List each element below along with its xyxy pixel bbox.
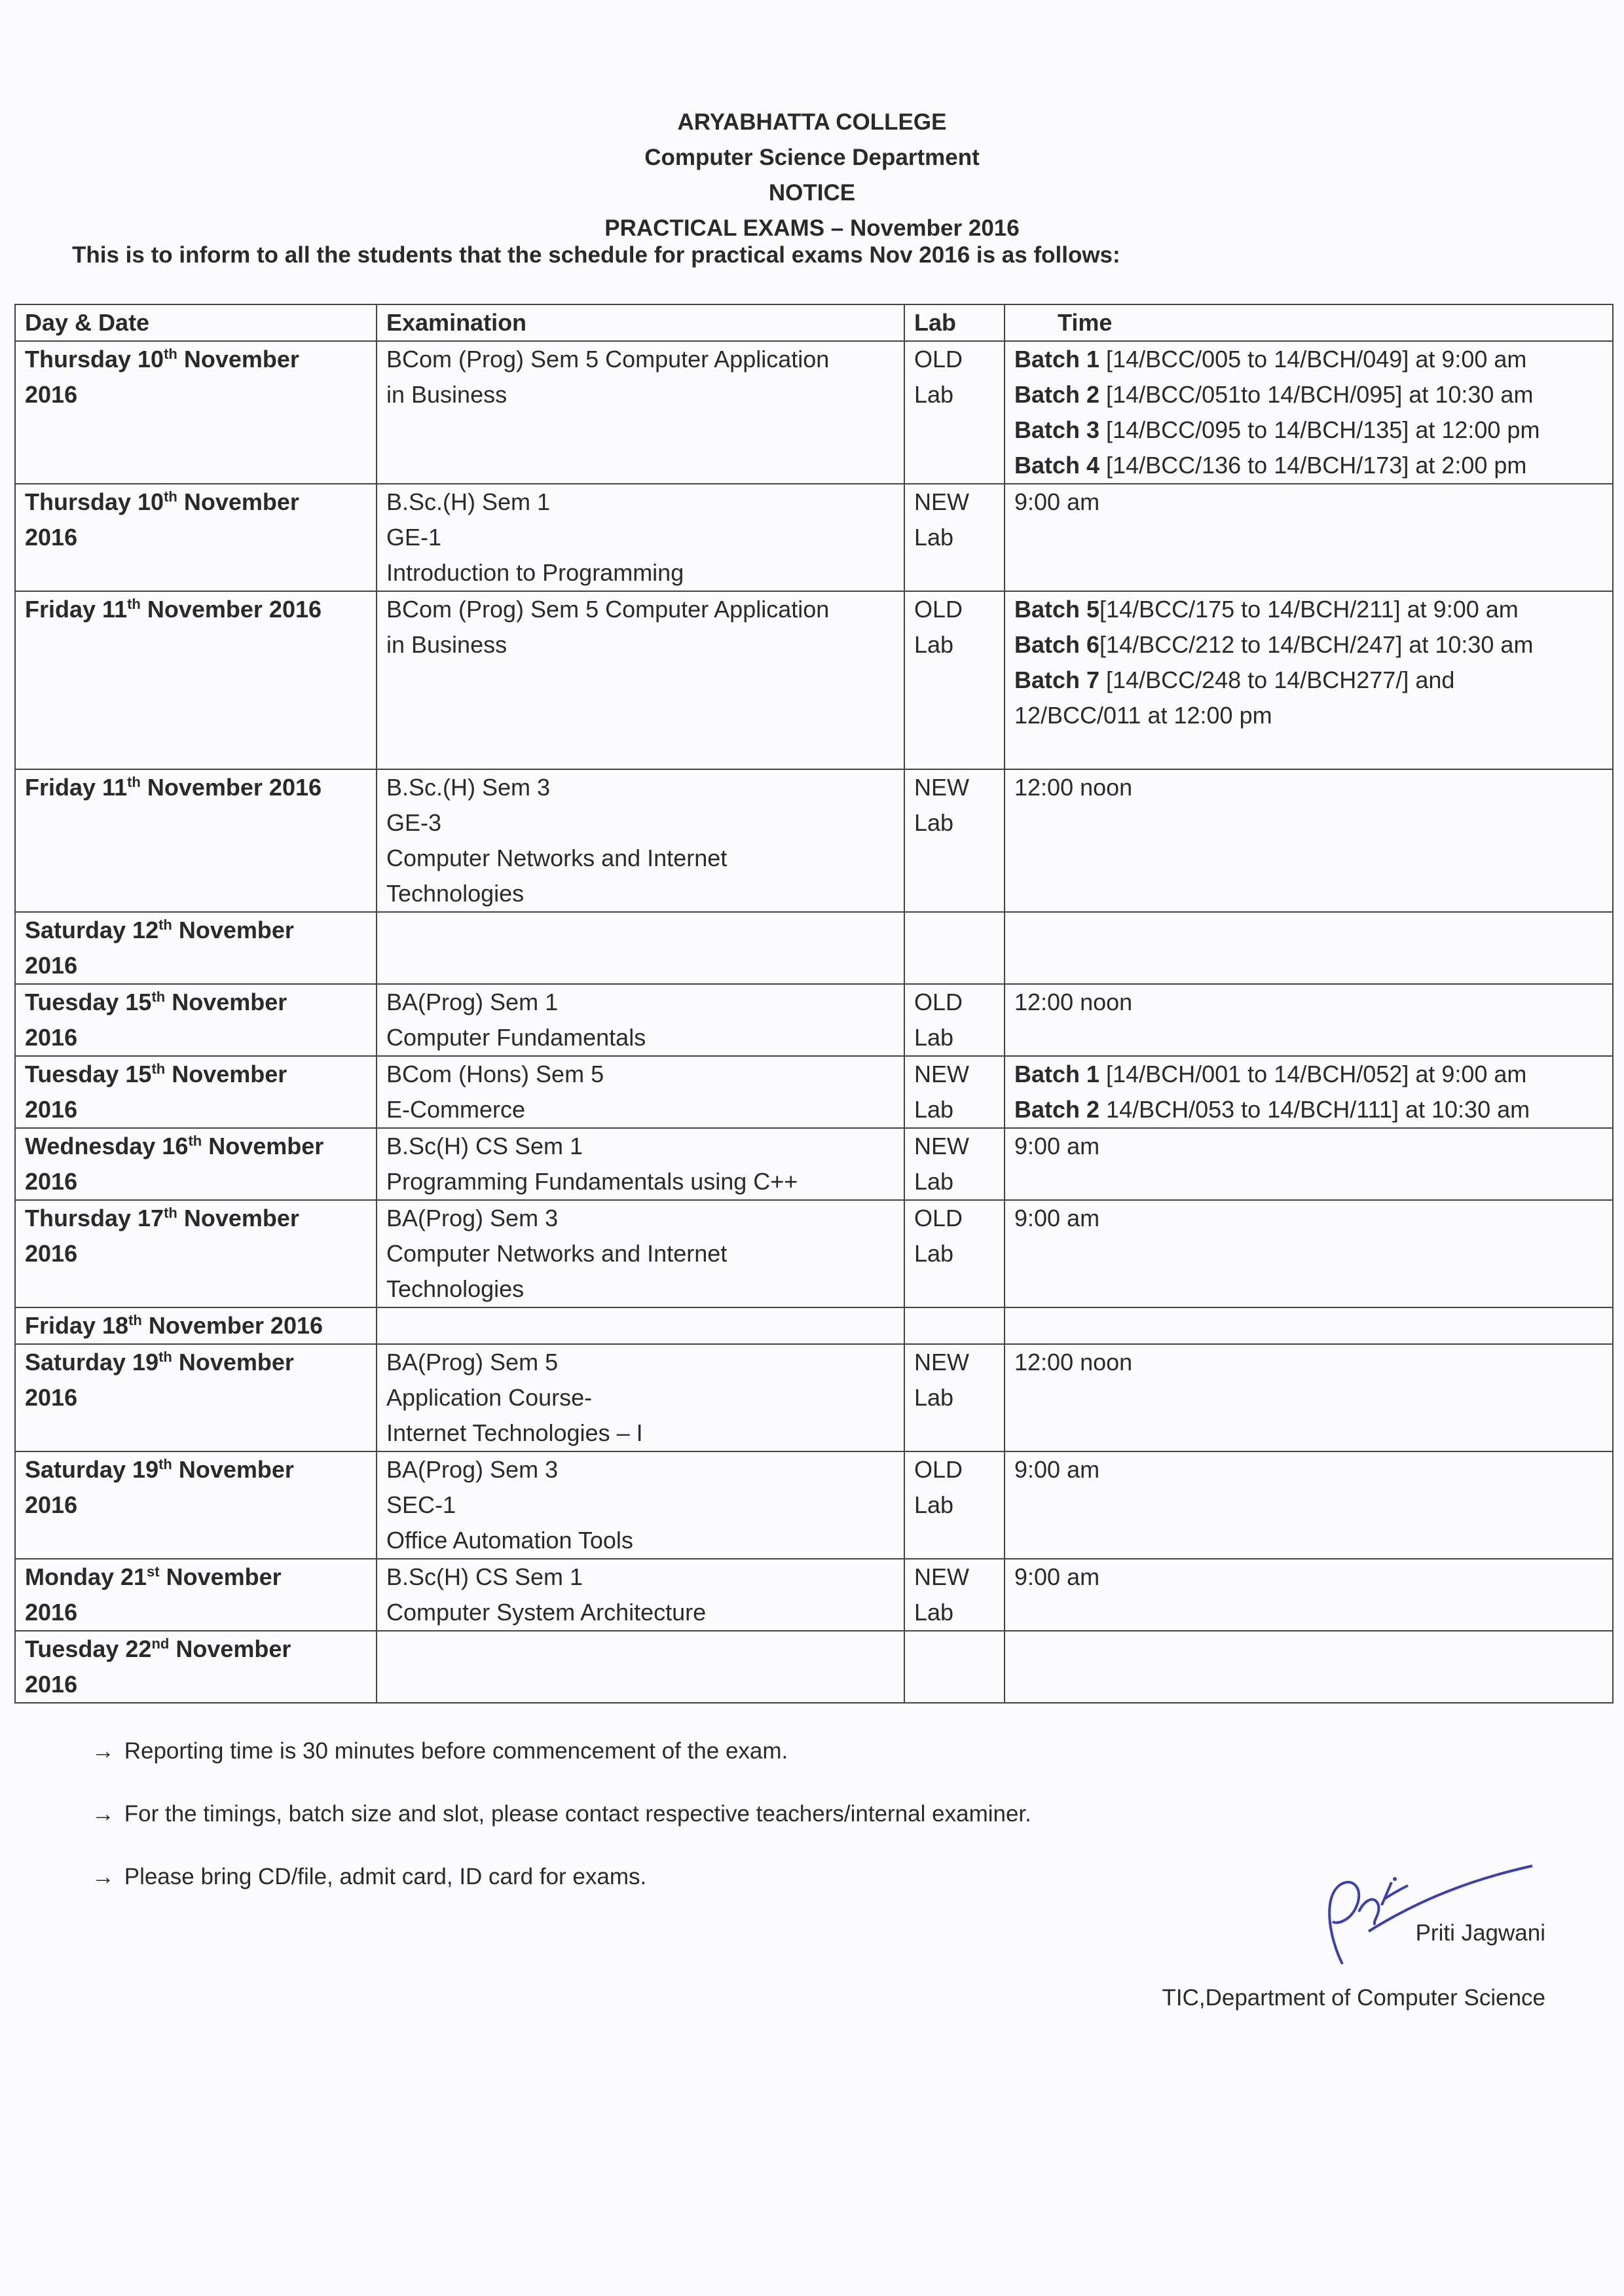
header-day-date: Day & Date (15, 304, 377, 341)
exam-cell (377, 341, 904, 484)
time-line: 12:00 noon (1014, 989, 1133, 1015)
date-suffix: th (127, 774, 141, 790)
college-name: ARYABHATTA COLLEGE (677, 109, 947, 135)
exam-line: B.Sc.(H) Sem 1 (386, 488, 551, 515)
exam-cell (377, 912, 904, 984)
lab-cell (904, 1128, 1005, 1200)
time-cell (1005, 1451, 1613, 1559)
lab-cell (904, 769, 1005, 912)
date-year: 2016 (25, 1168, 78, 1195)
time-line: Batch 3 [14/BCC/095 to 14/BCH/135] at 12:00 pm (1014, 416, 1540, 443)
exam-line: BA(Prog) Sem 1 (386, 989, 559, 1015)
note-item: → Please bring CD/file, admit card, ID card for exams. (92, 1861, 1031, 1923)
date-suffix: th (164, 488, 177, 505)
date-line: Tuesday 15th November (25, 989, 287, 1015)
lab-cell (904, 484, 1005, 591)
exam-line: GE-3 (386, 809, 442, 836)
notes-list (92, 1735, 1031, 1923)
date-line: Saturday 19th November (25, 1349, 294, 1376)
time-cell (1005, 1200, 1613, 1307)
time-line: Batch 2 14/BCH/053 to 14/BCH/111] at 10:30 am (1014, 1096, 1530, 1123)
time-line: Batch 6[14/BCC/212 to 14/BCH/247] at 10:30 am (1014, 631, 1534, 658)
lab-line: OLD (914, 346, 963, 373)
time-line: 12/BCC/011 at 12:00 pm (1014, 702, 1272, 729)
date-cell (15, 912, 377, 984)
table-row (15, 1344, 1613, 1451)
exam-cell (377, 1559, 904, 1631)
date-suffix: th (151, 1061, 166, 1077)
exam-cell (377, 484, 904, 591)
department-name: Computer Science Department (644, 145, 980, 170)
arrow-icon: → (92, 1801, 115, 1827)
date-cell (15, 1344, 377, 1451)
exam-schedule-table (14, 304, 1614, 1704)
header-time: Time (1005, 304, 1613, 341)
time-cell (1005, 591, 1613, 769)
lab-cell (904, 984, 1005, 1056)
date-line: Saturday 12th November (25, 917, 294, 943)
date-year: 2016 (25, 1384, 78, 1411)
intro-text: This is to inform to all the students that the schedule for practical exams Nov 2016 is as follows: (72, 242, 1120, 268)
notice-subject: PRACTICAL EXAMS – November 2016 (604, 215, 1020, 241)
signature-image (1303, 1859, 1565, 1977)
exam-line: Office Automation Tools (386, 1527, 633, 1554)
lab-line: Lab (914, 631, 954, 658)
lab-line: NEW (914, 1061, 969, 1087)
time-line: 12:00 noon (1014, 774, 1133, 801)
exam-line: BA(Prog) Sem 3 (386, 1456, 559, 1483)
time-cell (1005, 984, 1613, 1056)
time-line: Batch 2 [14/BCC/051to 14/BCH/095] at 10:30 am (1014, 381, 1534, 408)
batch-label: Batch 3 (1014, 416, 1100, 443)
exam-line: BA(Prog) Sem 3 (386, 1205, 559, 1231)
lab-line: NEW (914, 1563, 969, 1590)
exam-line: BCom (Prog) Sem 5 Computer Application (386, 346, 830, 373)
exam-cell (377, 769, 904, 912)
exam-line: SEC-1 (386, 1491, 456, 1518)
date-cell (15, 984, 377, 1056)
table-row (15, 1128, 1613, 1200)
time-cell (1005, 1559, 1613, 1631)
date-line: Thursday 17th November (25, 1205, 299, 1231)
exam-cell (377, 591, 904, 769)
table-row (15, 1559, 1613, 1631)
date-cell (15, 484, 377, 591)
lab-line: Lab (914, 524, 954, 551)
exam-line: B.Sc(H) CS Sem 1 (386, 1563, 583, 1590)
time-cell (1005, 1631, 1613, 1703)
lab-line: Lab (914, 1024, 954, 1051)
date-suffix: th (188, 1133, 202, 1149)
exam-line: in Business (386, 381, 507, 408)
exam-cell (377, 1056, 904, 1128)
date-suffix: th (128, 1312, 142, 1328)
table-row (15, 1056, 1613, 1128)
date-suffix: th (158, 1349, 172, 1365)
lab-line: Lab (914, 1384, 954, 1411)
date-line: Tuesday 22nd November (25, 1635, 291, 1662)
time-cell (1005, 484, 1613, 591)
date-year: 2016 (25, 1671, 78, 1698)
date-year: 2016 (25, 952, 78, 979)
date-year: 2016 (25, 1599, 78, 1626)
exam-cell (377, 1307, 904, 1344)
date-suffix: th (164, 1205, 177, 1221)
exam-line: Programming Fundamentals using C++ (386, 1168, 798, 1195)
exam-cell (377, 984, 904, 1056)
signatory-name: Priti Jagwani (1415, 1920, 1545, 1946)
exam-line: Computer Networks and Internet (386, 845, 728, 871)
exam-line: Computer System Architecture (386, 1599, 707, 1626)
header-lab: Lab (904, 304, 1005, 341)
date-cell (15, 1631, 377, 1703)
exam-line: GE-1 (386, 524, 442, 551)
exam-line: in Business (386, 631, 507, 658)
date-year: 2016 (25, 1491, 78, 1518)
time-line: Batch 7 [14/BCC/248 to 14/BCH277/] and (1014, 666, 1455, 693)
batch-label: Batch 7 (1014, 666, 1100, 693)
date-suffix: th (151, 989, 166, 1005)
exam-cell (377, 1451, 904, 1559)
note-item: → For the timings, batch size and slot, please contact respective teachers/internal examiner. (92, 1798, 1031, 1861)
date-cell (15, 1128, 377, 1200)
date-year: 2016 (25, 1096, 78, 1123)
lab-cell (904, 912, 1005, 984)
lab-cell (904, 1451, 1005, 1559)
time-line: 9:00 am (1014, 488, 1100, 515)
time-line: Batch 4 [14/BCC/136 to 14/BCH/173] at 2:00 pm (1014, 452, 1527, 479)
table-header-row (15, 304, 1613, 341)
date-cell (15, 1307, 377, 1344)
table-row (15, 1631, 1613, 1703)
date-line: Saturday 19th November (25, 1456, 294, 1483)
lab-line: Lab (914, 381, 954, 408)
arrow-icon: → (92, 1864, 115, 1889)
table-body (15, 341, 1613, 1703)
date-line: Monday 21st November (25, 1563, 282, 1590)
exam-line: Technologies (386, 1275, 525, 1302)
lab-line: OLD (914, 989, 963, 1015)
lab-cell (904, 1200, 1005, 1307)
exam-line: Internet Technologies – I (386, 1419, 643, 1446)
time-line: Batch 5[14/BCC/175 to 14/BCH/211] at 9:00 am (1014, 596, 1519, 623)
batch-label: Batch 2 (1014, 381, 1100, 408)
date-cell (15, 341, 377, 484)
exam-line: BCom (Hons) Sem 5 (386, 1061, 604, 1087)
exam-cell (377, 1128, 904, 1200)
batch-label: Batch 4 (1014, 452, 1100, 479)
lab-line: Lab (914, 1491, 954, 1518)
time-cell (1005, 1307, 1613, 1344)
date-cell (15, 769, 377, 912)
time-cell (1005, 341, 1613, 484)
exam-cell (377, 1631, 904, 1703)
lab-line: Lab (914, 1096, 954, 1123)
table-row (15, 984, 1613, 1056)
time-cell (1005, 769, 1613, 912)
time-cell (1005, 912, 1613, 984)
batch-label: Batch 6 (1014, 631, 1100, 658)
time-line: 9:00 am (1014, 1456, 1100, 1483)
lab-cell (904, 1307, 1005, 1344)
date-year: 2016 (25, 1024, 78, 1051)
exam-line: Introduction to Programming (386, 559, 684, 586)
time-line: 12:00 noon (1014, 1349, 1133, 1376)
date-suffix: nd (151, 1635, 170, 1652)
notice-header (0, 105, 1624, 246)
exam-cell (377, 1200, 904, 1307)
table-row (15, 1451, 1613, 1559)
batch-label: Batch 1 (1014, 1061, 1100, 1087)
time-line: Batch 1 [14/BCH/001 to 14/BCH/052] at 9:00 am (1014, 1061, 1527, 1087)
batch-label: Batch 5 (1014, 596, 1100, 623)
lab-line: Lab (914, 809, 954, 836)
exam-line: Application Course- (386, 1384, 593, 1411)
lab-cell (904, 1559, 1005, 1631)
header-examination: Examination (377, 304, 904, 341)
notice-title: NOTICE (768, 180, 856, 206)
lab-cell (904, 1056, 1005, 1128)
lab-cell (904, 591, 1005, 769)
table-row (15, 484, 1613, 591)
lab-line: NEW (914, 774, 969, 801)
time-line: 9:00 am (1014, 1133, 1100, 1159)
lab-line: Lab (914, 1168, 954, 1195)
time-cell (1005, 1056, 1613, 1128)
table-row (15, 1200, 1613, 1307)
exam-line: BA(Prog) Sem 5 (386, 1349, 559, 1376)
date-cell (15, 1451, 377, 1559)
batch-label: Batch 2 (1014, 1096, 1100, 1123)
lab-line: NEW (914, 1133, 969, 1159)
date-year: 2016 (25, 1240, 78, 1267)
date-line: Tuesday 15th November (25, 1061, 287, 1087)
date-suffix: th (127, 596, 141, 612)
time-line (1014, 733, 1603, 769)
time-cell (1005, 1128, 1613, 1200)
lab-line: Lab (914, 1240, 954, 1267)
lab-line: Lab (914, 1599, 954, 1626)
date-line: Friday 11th November 2016 (25, 596, 322, 623)
lab-cell (904, 1631, 1005, 1703)
lab-line: NEW (914, 488, 969, 515)
exam-line: Technologies (386, 880, 525, 907)
date-line: Thursday 10th November (25, 346, 299, 373)
date-year: 2016 (25, 381, 78, 408)
date-suffix: th (158, 1456, 172, 1472)
arrow-icon: → (92, 1738, 115, 1764)
table-row (15, 591, 1613, 769)
table-row (15, 341, 1613, 484)
table-row (15, 1307, 1613, 1344)
signatory-role: TIC,Department of Computer Science (1162, 1985, 1545, 2011)
lab-line: OLD (914, 1456, 963, 1483)
date-line: Friday 11th November 2016 (25, 774, 322, 801)
date-cell (15, 1056, 377, 1128)
exam-cell (377, 1344, 904, 1451)
lab-cell (904, 341, 1005, 484)
table-row (15, 912, 1613, 984)
batch-label: Batch 1 (1014, 346, 1100, 373)
date-suffix: st (147, 1563, 160, 1580)
date-suffix: th (158, 917, 172, 933)
date-year: 2016 (25, 524, 78, 551)
exam-line: Computer Fundamentals (386, 1024, 646, 1051)
exam-line: B.Sc.(H) Sem 3 (386, 774, 551, 801)
date-line: Friday 18th November 2016 (25, 1312, 323, 1339)
date-cell (15, 1200, 377, 1307)
time-line: 9:00 am (1014, 1563, 1100, 1590)
date-cell (15, 1559, 377, 1631)
note-item: → Reporting time is 30 minutes before commencement of the exam. (92, 1735, 1031, 1798)
lab-line: OLD (914, 1205, 963, 1231)
exam-line: Computer Networks and Internet (386, 1240, 728, 1267)
date-line: Thursday 10th November (25, 488, 299, 515)
exam-line: E-Commerce (386, 1096, 526, 1123)
time-line: Batch 1 [14/BCC/005 to 14/BCH/049] at 9:00 am (1014, 346, 1527, 373)
date-line: Wednesday 16th November (25, 1133, 324, 1159)
lab-line: OLD (914, 596, 963, 623)
lab-cell (904, 1344, 1005, 1451)
time-cell (1005, 1344, 1613, 1451)
table-row (15, 769, 1613, 912)
exam-line: B.Sc(H) CS Sem 1 (386, 1133, 583, 1159)
lab-line: NEW (914, 1349, 969, 1376)
date-cell (15, 591, 377, 769)
date-suffix: th (164, 346, 177, 362)
time-line: 9:00 am (1014, 1205, 1100, 1231)
exam-line: BCom (Prog) Sem 5 Computer Application (386, 596, 830, 623)
